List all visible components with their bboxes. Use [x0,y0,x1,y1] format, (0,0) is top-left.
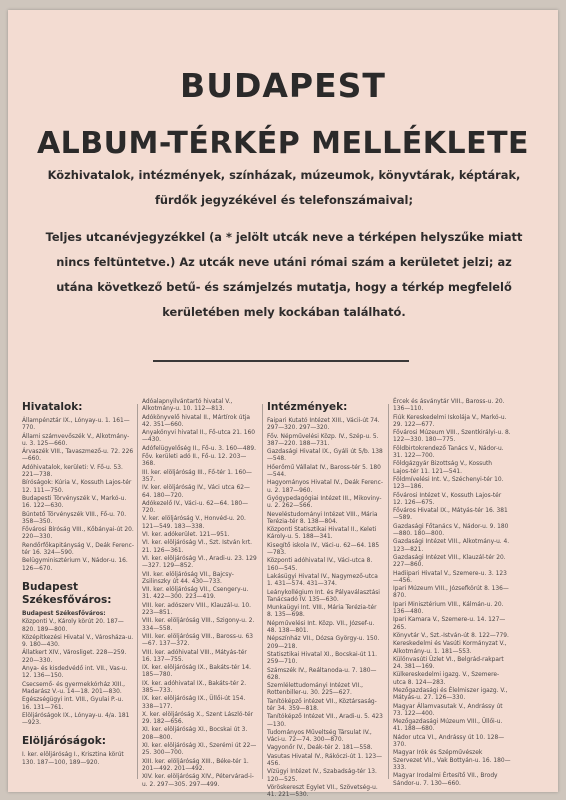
list-item: XI. ker. elöljáróság XI., Szerémi út 22—25. 300—700. [142,743,257,757]
list-item: Anyakönyvi hivatal II., Fő-utca 21. 160—430. [142,430,256,444]
list-item: V. ker. elöljáróság V., Honvéd-u. 20. 121—549. 183—338. [142,516,246,530]
list-item: IX. ker. elöljáróság IX., Üllői-út 154. 338—177. [142,696,246,710]
column-4 [393,399,511,789]
list-item: Központi Statisztikai Hivatal II., Keleti Károly-u. 5. 188—341. [267,527,377,541]
list-item: Népszínház VII., Dózsa György-u. 150. 209—218. [267,636,380,650]
list-item: Kisegítő iskola IV., Váci-u. 62—64. 185—783. [267,542,380,557]
list-item: III. ker. elöljáróság III., Fő-tér 1. 160—357. [142,469,252,483]
list-item: Tanítóképző intézet VII., Köztársaság-tér 34. 359—818. [267,698,377,712]
list-item: Fiúk Kereskedelmi Iskolája V., Markó-u. 29. 122—677. [393,414,507,428]
list-item: VII. ker. elöljáróság VII., Bajcsy-Zsilinszky út 44. 430—733. [142,571,234,585]
section-divider [153,360,409,362]
list-item: VII. ker. elöljáróság VII., Csengery-u. 31. 422—300. 223—419. [142,587,249,601]
list-item: Állami számvevőszék V., Alkotmány-u. 3. 125—660. [22,433,130,447]
list-item: Nádor utca VI., Andrássy út 10. 128—370. [393,734,505,749]
heading-hivatalok: Hivatalok: [22,401,83,413]
list-item: Népművelési Int. Közp. VII., József-u. 48. 138—801. [267,620,375,635]
list-item: Budapesti Törvényszék V., Markó-u. 16. 122—630. [22,495,127,510]
list-item: Fővárosi Intézet V., Kossuth Lajos-tér 12. 126—675. [393,492,502,506]
list-item: Bíróságok: Kúria V., Kossuth Lajos-tér 12. 111—750. [22,480,132,494]
list-item: VIII. ker. adóhivatal VIII., Mátyás-tér 16. 137—755. [142,649,247,663]
list-item: Főváros Hivatal IX., Mátyás-tér 16. 381—589. [393,508,508,522]
list-item: Állatkert XIV., Városliget. 228—259. 220—330. [22,650,127,664]
list-item: IX. ker. elöljáróság IX., Bakáts-tér 14. 185—780. [142,665,251,679]
list-item: Gazdasági Intézet VIII., Alkotmány-u. 4. 123—821. [393,539,510,553]
list-item: Adóalapnyilvántartó hivatal V., Alkotmány-u. 10. 112—813. [142,399,233,413]
list-item: Magyar Irodalmi Értesítő VII., Brody Sándor-u. 7. 130—660. [393,773,498,787]
list-item: Ipari Minisztérium VIII., Kálmán-u. 20. 136—480. [393,601,504,616]
list-item: XI. ker. elöljáróság XI., Bocskai út 3. 208—800. [142,727,248,741]
list-item: Csecsemő- és gyermekkórház XIII., Madarász V.-u. 14—18. 201—830. [22,681,126,695]
list-item: Földgázgyár Bizottság V., Kossuth Lajos-tér 11. 121—541. [393,461,492,475]
list-item: Gazdasági Intézet VIII., Klauzál-tér 20. 227—860. [393,554,506,569]
list-item: Anya- és kisdedvédő int. VII., Vas-u. 12. 136—150. [22,666,128,680]
list-item: Földbirtokrendező Tanács V., Nádor-u. 31. 122—700. [393,445,504,460]
list-item: Fővárosi Bíróság VIII., Kőbányai-út 20. 220—330. [22,527,134,541]
list-item: Faipari Kutató Intézet XIII., Vácii-út 74. 297—320. 297—320. [267,418,380,432]
list-item: Számszék IV., Reáltanoda-u. 7. 180—628. [267,667,377,681]
heading-eloljarosagok: Elöljáróságok: [22,735,106,748]
list-item: XIV. ker. elöljáróság XIV., Pétervárad-i-u. 2. 297—305. 297—499. [142,774,254,788]
column-divider [137,404,138,779]
column-divider [388,404,389,779]
list-item: Középítkezési Hivatal V., Városháza-u. 9. 180—430. [22,634,134,649]
list-item: Gyógypedagógiai Intézet III., Mikoviny-u. 2. 262—566. [267,495,382,510]
document-page [8,10,558,799]
column-1 [22,395,134,785]
list-item: Könyvtár V., Szt.-István-út 8. 122—779. [393,632,509,639]
list-item: Neveléstudományi Intézet VIII., Mária Terézia-tér 8. 138—804. [267,511,378,525]
list-item: Adófelügyelőség II., Fő-u. 3. 160—489. [142,445,256,452]
column-2 [142,399,258,789]
list-item: Mezőgazdasági és Élelmiszer igazg. V., Mátyás-u. 27. 126—330. [393,687,508,702]
list-item: Belügyminisztérium V., Nádor-u. 16. 126—670. [22,558,128,572]
page-subtitle: ALBUM-TÉRKÉP MELLÉKLETE [36,126,530,161]
list-item: Adókezelő IV., Váci-u. 62—64. 180—720. [142,500,248,515]
list-item: VI. ker. elöljáróság VI., Szt. István krt. 21. 126—361. [142,540,252,554]
list-item: Külkereskedelmi igazg. V., Szemere-utca 8. 124—283. [393,672,500,686]
list-item: Lakásügyi Hivatal IV., Nagymező-utca 1. 431—574. 431—374. [267,573,378,588]
list-item: Különvasúti Üzlet VI., Belgrád-rakpart 24. 381—169. [393,656,504,671]
list-item: Ipari Múzeum VIII., Józsefkörút 8. 136—870. [393,586,509,600]
list-item: Magyar Irók és Szépművészek Szervezet VII., Vak Bottyán-u. 16. 180—333. [393,750,511,771]
list-item: Ipari Kamara V., Szemere-u. 14. 127—265. [393,617,506,631]
list-item: Vöröskereszt Egylet VII., Szövetség-u. 41. 221—530. [267,784,378,799]
list-item: XIII. ker. elöljáróság XIII., Béke-tér 1. 201—492. 201—492. [142,758,249,772]
list-item: Statisztikai Hivatal XI., Bocskai-út 11. 259—710. [267,651,378,666]
list-item: VIII. ker. elöljáróság VIII., Szigony-u. 2. 334—558. [142,618,255,632]
list-item: Hőerőmű Vállalat IV., Baross-tér 5. 180—544. [267,464,381,479]
list-item: Állampénztár IX., Lónyay-u. 1. 161—770. [22,418,130,432]
list-item: Földmívelési Int. V., Széchenyi-tér 10. 123—186. [393,476,504,491]
list-item: Egészségügyi int. VIII., Gyulai P.-u. 16. 131—761. [22,697,124,711]
list-item: Tudományos Műveltség Társulat IV., Váci-u. 72—74. 300—870. [267,729,372,744]
list-item: VIII. ker. elöljáróság VIII., Baross-u. 63—67. 137—372. [142,633,254,648]
intro-paragraph-2: Teljes utcanévjegyzékkel (a * jelölt utcák neve a térképen helyszűke miatt nincs feltüntetve.) Az utcák neve utáni római szám a kerületet jelzi; az utána következő betű- és számjelzés mutatja, hogy a térkép megfelelő kerületében mely kockában található. [45,230,523,319]
list-item: Büntető Törvényszék VIII., Fő-u. 70. 358—350. [22,511,127,525]
list-item: Vagyonőr IV., Deák-tér 2. 181—558. [267,745,373,752]
list-item: Elöljáróságok IX., Lónyay-u. 4/a. 181—923. [22,712,130,727]
list-item: Leánykollégium Int. és Pályaválasztási Tanácsadó IV. 135—630. [267,589,380,603]
list-subheading: Budapest Székesfőváros: [22,610,106,617]
list-item: Hadiipari Hivatal V., Szemere-u. 3. 123—456. [393,570,507,584]
intro-paragraph-1: Közhivatalok, intézmények, színházak, múzeumok, könyvtárak, képtárak, fürdők jegyzékével és telefonszámaival; [47,168,521,207]
page-title: BUDAPEST [180,66,386,105]
list-item: Főv. Népművelési Közp. IV., Szép-u. 5. 387—220. 188—731. [267,433,379,447]
list-item: Árvaszék VIII., Tavaszmező-u. 72. 226—660. [22,449,134,463]
list-item: Fővárosi Múzeum VIII., Szentkirályi-u. 8. 122—330. 180—775. [393,430,511,444]
list-item: I. ker. elöljáróság I., Krisztina körút 130. 187—100, 189—920. [22,752,124,766]
list-item: Főv. kerületi adó II., Fő-u. 12. 203—368. [142,454,247,468]
list-item: Adóhivatalok, kerületi: V. Fő-u. 53. 221—738. [22,464,123,479]
heading-szekesfovaros: Budapest Székesfőváros: [22,580,112,606]
list-item: X. ker. elöljáróság X., Szent László-tér 29. 182—656. [142,711,254,726]
column-3 [267,395,383,799]
column-divider [262,404,263,779]
list-item: Hagyományos Hivatal IV., Deák Ferenc-u. 2. 187—960. [267,480,383,494]
list-item: Adókönyvelő hivatal II., Mártírok útja 42. 351—660. [142,414,251,428]
list-item: Magyar Államvasutak V., Andrássy út 73. 122—400. [393,703,503,717]
list-item: VIII. ker. adószerv VIII., Klauzál-u. 10. 223—851. [142,602,251,617]
list-item: IX. ker. adóhivatal IX., Bakáts-tér 2. 385—733. [142,680,247,694]
list-item: VI. ker. adókerület. 121—951. [142,532,230,539]
list-item: Központi adóhivatal IV., Váci-utca 8. 160—545. [267,558,373,572]
list-item: Gazdasági Főtanács V., Nádor-u. 9. 180—880. 180—800. [393,523,509,538]
list-item: Gazdasági Hivatal IX., Gyáli út 5/b. 138—548. [267,449,383,463]
list-item: Mezőgazdasági Múzeum VIII., Üllői-u. 41. 188—680. [393,719,503,733]
list-item: VI. ker. elöljáróság VI., Aradi-u. 23. 129—327. 129—852. [142,555,257,570]
list-item: Vízügyi Intézet IV., Szabadság-tér 13. 120—525. [267,769,377,783]
list-item: Rendőrfőkapitányság V., Deák Ferenc-tér 16. 324—590. [22,542,134,557]
list-item: Kereskedelmi és Vasúti Kormányzat V., Alkotmány-u. 1. 181—553. [393,641,507,655]
list-item: Munkaügyi Int. VIII., Mária Terézia-tér 8. 135—698. [267,605,377,619]
list-item: Központi V., Károly körút 20. 187—820. 189—800. [22,619,124,633]
list-item: IV. ker. elöljáróság IV., Váci utca 62—64. 180—720. [142,485,250,499]
list-item: Vasutas Hivatal IV., Rákóczi-út 1. 123—456. [267,753,383,768]
heading-intezmenyek: Intézmények: [267,401,348,413]
list-item: Ércek és ásványtár VIII., Baross-u. 20. 136—110. [393,399,505,413]
list-item: Tanítóképző Intézet VII., Aradi-u. 5. 423—130. [267,714,383,728]
list-item: Szemlélettudományi Intézet VII., Rottenbiller-u. 30. 225—627. [267,683,364,697]
